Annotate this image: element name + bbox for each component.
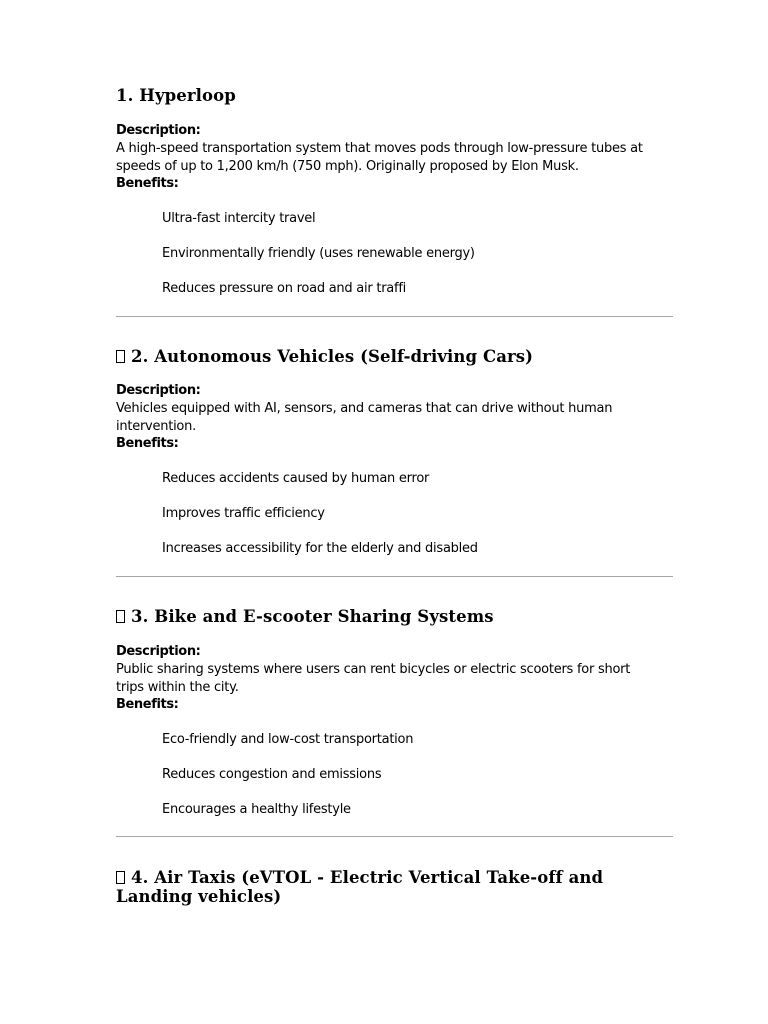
description-label: Description: <box>116 644 201 659</box>
benefit-item: Improves traffic efficiency <box>162 506 325 521</box>
section-divider <box>116 576 673 577</box>
section-autonomous-vehicles <box>116 347 673 575</box>
description-label: Description: <box>116 383 201 398</box>
description-text: A high-speed transportation system that moves pods through low-pressure tubes at speeds of up to 1,200 km/h (750 mph). Originally proposed by Elon Musk. <box>116 141 643 174</box>
benefits-label: Benefits: <box>116 176 179 191</box>
section-heading <box>116 868 636 906</box>
benefits-list <box>116 731 673 836</box>
heading-text: 2. Autonomous Vehicles (Self-driving Cars) <box>131 347 534 366</box>
section-heading <box>116 347 673 366</box>
benefits-list <box>116 470 673 575</box>
missing-glyph-icon <box>116 871 125 884</box>
heading-text: 1. Hyperloop <box>116 86 236 105</box>
missing-glyph-icon <box>116 610 125 623</box>
benefits-label: Benefits: <box>116 436 179 451</box>
benefit-item: Ultra-fast intercity travel <box>162 211 316 226</box>
section-bike-scooter-sharing <box>116 607 673 836</box>
description-text: Vehicles equipped with AI, sensors, and cameras that can drive without human intervention. <box>116 401 613 434</box>
heading-text: 4. Air Taxis (eVTOL - Electric Vertical Take-off and Landing vehicles) <box>116 868 604 906</box>
benefit-item: Reduces accidents caused by human error <box>162 471 430 486</box>
section-hyperloop <box>116 86 673 315</box>
description-label: Description: <box>116 123 201 138</box>
missing-glyph-icon <box>116 350 125 363</box>
benefit-item: Environmentally friendly (uses renewable energy) <box>162 246 475 261</box>
benefit-item: Increases accessibility for the elderly and disabled <box>162 541 478 556</box>
benefit-item: Reduces pressure on road and air traffi <box>162 281 407 296</box>
section-divider <box>116 836 673 837</box>
section-heading <box>116 607 673 626</box>
benefits-list <box>116 210 673 315</box>
benefits-label: Benefits: <box>116 697 179 712</box>
section-divider <box>116 316 673 317</box>
heading-text: 3. Bike and E-scooter Sharing Systems <box>131 607 494 626</box>
section-heading <box>116 86 673 105</box>
benefit-item: Encourages a healthy lifestyle <box>162 802 351 817</box>
benefit-item: Reduces congestion and emissions <box>162 767 382 782</box>
description-text: Public sharing systems where users can rent bicycles or electric scooters for short trips within the city. <box>116 662 631 695</box>
benefit-item: Eco-friendly and low-cost transportation <box>162 732 414 747</box>
section-air-taxis <box>116 868 673 906</box>
